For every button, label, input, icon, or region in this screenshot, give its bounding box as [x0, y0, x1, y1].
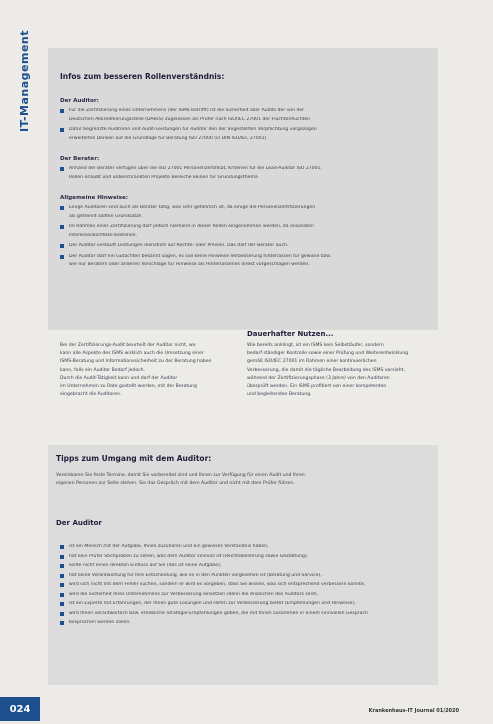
tips-bullet-text: ist ein Experte mit Erfahrungen, der Ihnen gute Lösungen und Hilfen zur Verbesserung bietet (Empfehlungen und Hinweise),: [69, 601, 356, 606]
bullet-icon: [60, 602, 64, 606]
body-text-line: gemäß ISO/IEC 27001 im Rahmen einer kontinuierlichen: [247, 359, 377, 365]
body-text-line: Wie bereits anklingt, ist ein ISMS kein Selbstläufer, sondern: [247, 343, 384, 348]
right-column-title: Dauerhafter Nutzen...: [247, 330, 334, 338]
page-number: 024: [0, 697, 40, 721]
tips-box-title: Tipps zum Umgang mit dem Auditor:: [56, 454, 212, 463]
bullet-icon: [60, 612, 64, 616]
info-bullet-text: wie nur Beratern oder anderen Vorschläge für Hinweise als Hinterlassenes direkt vorgeschlagen werden.: [69, 262, 310, 267]
body-text-line: überprüft werden. Ein ISMS profitiert von einer kompetenten: [247, 384, 387, 390]
info-bullet-text: erweitertes Denken auf die Grundlage für Beratung ISO 27000 (in DIN ISO/IEC 27001): [69, 135, 267, 141]
info-bullet-text: als getrennt sollten Grundsätze.: [69, 213, 143, 219]
body-text-line: im Unternehmen zu Rate gestellt werden, mit der Beratung: [60, 384, 197, 390]
tips-bullet-text: ist ein Mensch mit der Aufgabe, Ihnen zuzuhören und ein gewisses Verständnis haben,: [69, 544, 269, 549]
info-bullet-text: Der Auditor verkauft Leistungen dienstlich auf Rechte- oder Preisen. Das darf der Berater auch.: [69, 243, 289, 248]
section-label: IT-Management: [18, 30, 31, 133]
bullet-icon: [60, 545, 64, 549]
tips-subtitle: Der Auditor: [56, 519, 102, 527]
bullet-icon: [60, 574, 64, 578]
bullet-icon: [60, 244, 64, 248]
info-bullet-text: Deutschen Akkreditierungsstelle (DAkkS) zugelassen als Prüfer nach ISO/IEC 27001 der Fluchtenfluchten: [69, 116, 311, 122]
bullet-icon: [60, 583, 64, 587]
tips-intro-line: Vereinbaren Sie feste Termine, damit Sie vorbereitet sind und Ihnen zur Verfügung für einen Audit und Ihren: [56, 473, 305, 478]
tips-bullet-text: hat kein Prüfer Stichproben zu sehen, was dem Auditor sinnvoll ist (Rechtsbelehrung sowie Gestaltung),: [69, 553, 309, 559]
tips-bullet-text: sollte nicht einen direkten Einfluss auf Sie (das ist seine Aufgabe),: [69, 563, 222, 568]
tips-bullet-text: wird die Sicherheit Ihres Unternehmens zur Verbesserung einsetzen (denn die Anzeichen des Auditors sind),: [69, 591, 319, 597]
bullet-icon: [60, 109, 64, 113]
body-text-line: und begleitenden Beratung.: [247, 392, 312, 398]
body-text-line: eingebracht die Auditoren.: [60, 392, 122, 398]
body-text-line: während der Zertifizierungsphase (3 Jahre) von den Auditoren: [247, 375, 390, 381]
tips-bullet-text: hat keine Verantwortung für Ihre Entscheidung, wie es in den Punkten vorgesehen ist (Beratung und Service),: [69, 572, 322, 578]
right-column-text: [247, 342, 435, 399]
body-text-line: ISMS-Beratung und Informationssicherheit zu der Beratung haben: [60, 359, 212, 365]
bullet-icon: [60, 128, 64, 132]
journal-name: Krankenhaus-IT Journal 01/2020: [368, 708, 459, 714]
info-box-title: Infos zum besseren Rollenverständnis:: [60, 72, 225, 81]
info-bullet-text: Interessenkonflikte bestehen.: [69, 232, 138, 238]
info-bullet-text: Einige Auditoren sind auch als Berater tätig, was sehr gefährlich ist, da einige die Personenzertifizierungen: [69, 205, 316, 210]
tips-intro-line: eigenen Personen zur Seite stehen. Sie das Gespräch mit dem Auditor und nicht mit dem Prüfer führen.: [56, 481, 295, 487]
body-text-line: Durch die Audit-Tätigkeit kann und darf der Auditor: [60, 375, 178, 381]
bullet-icon: [60, 564, 64, 568]
body-text-line: kann, falls ein Auditor Bedarf jedoch.: [60, 367, 146, 373]
bullet-icon: [60, 167, 64, 171]
info-bullet-text: Anhand der Berater verfügen über die ISO 27001 Personenzertifikat, Kriterien für die Lead-Auditor ISO 27001,: [69, 166, 322, 171]
bullet-icon: [60, 555, 64, 559]
info-bullet-text: Rollen erlaubt und unbeschränkten Projekte Bereiche keinen für Gründungsthema: [69, 174, 258, 180]
body-text-line: Bei der Zertifizierungs-Audit beurteilt der Auditor nicht, wo: [60, 343, 196, 348]
info-bullet-text: Der Auditor darf ein Gutachten bekannt sagen, es soll keine Hinweise Verbesserung hinterlassen für gewisse bzw.: [69, 253, 331, 259]
bullet-icon: [60, 593, 64, 597]
info-bullet-text: Im Rahmen einer Zertifizierung darf jedoch niemand in dieser Rollen eingenommen werden, da ansonsten: [69, 224, 314, 229]
bullet-icon: [60, 225, 64, 229]
left-column-text: [60, 342, 235, 399]
info-group-heading: Allgemeine Hinweise:: [60, 195, 129, 201]
info-box-roles: [48, 48, 438, 330]
bullet-icon: [60, 255, 64, 259]
body-text-line: kann alle Aspekte des ISMS wirklich auch die Umsetzung einer: [60, 351, 204, 357]
body-text-line: bedarf ständiger Kontrolle sowie einer Prüfung und Weiterentwicklung: [247, 351, 409, 357]
info-group-heading: Der Berater:: [60, 156, 100, 162]
tips-bullet-text: besprochen werden sollen.: [69, 620, 131, 625]
info-bullet-text: Für die Zertifizierung eines Unternehmens (der ISMS betrifft) ist die Sicherheit aller Audits der von der: [69, 108, 305, 113]
tips-intro-text: [56, 472, 431, 488]
tips-bullet-text: wird Ihnen verantwortlich bzw. erhebliche Strategie-Empfehlungen geben, die mit Ihnen zusammen in einem sinnvollen Gespräch: [69, 610, 368, 616]
info-bullet-text: Dafür begrenzte Auditoren und Audit-Leistungen für Auditor den der angestellten Verpflichtung vorgezogen: [69, 127, 317, 132]
info-group-heading: Der Auditor:: [60, 98, 99, 104]
bullet-icon: [60, 206, 64, 210]
tips-bullet-text: wird sich nicht mit dem Fehler suchen, sondern er wird es vorgeben, dass Sie wissen, was sich entsprechend verbessern könnte,: [69, 582, 366, 587]
bullet-icon: [60, 621, 64, 625]
body-text-line: Verbesserung, die damit die tägliche Bearbeitung des ISMS vorsieht,: [247, 367, 405, 373]
